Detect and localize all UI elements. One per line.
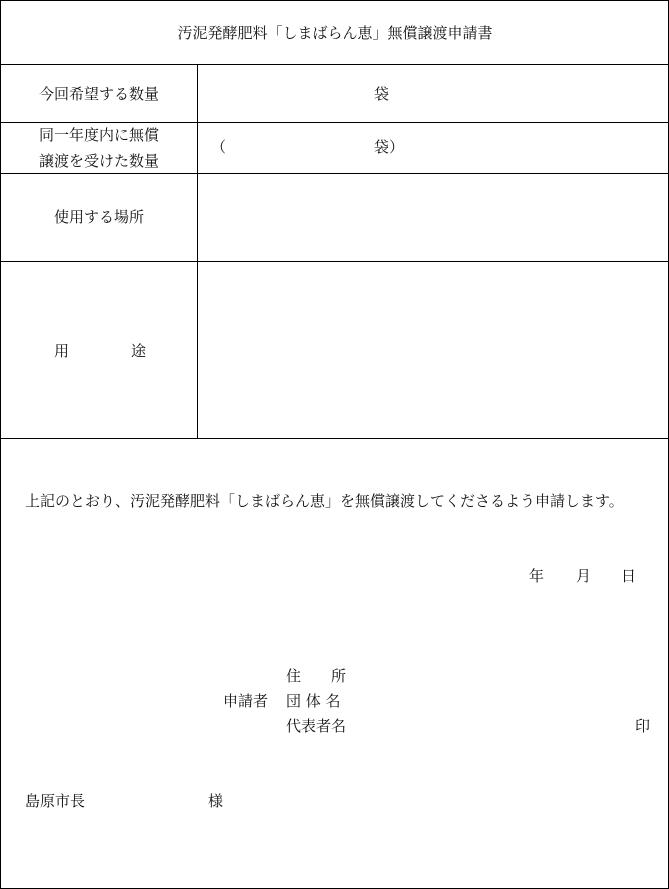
address-label: 住 所 (286, 667, 347, 685)
representative-label: 代表者名 (286, 717, 347, 735)
received-quantity-label (39, 122, 159, 174)
application-statement: 上記のとおり、汚泥発酵肥料「しまばらん恵」を無償譲渡してくださるよう申請します。 (25, 492, 624, 510)
form-title: 汚泥発酵肥料「しまばらん恵」無償譲渡申請書 (177, 24, 493, 42)
received-quantity-open-paren: （ (211, 138, 227, 156)
addressee-name: 島原市長 (25, 792, 86, 810)
location-label: 使用する場所 (53, 208, 145, 226)
requested-quantity-label: 今回希望する数量 (38, 85, 160, 103)
purpose-label-char1: 用 (54, 342, 70, 360)
received-quantity-unit: 袋） (374, 138, 405, 156)
addressee-honorific: 様 (208, 792, 224, 810)
divider (1, 261, 668, 262)
requested-quantity-unit: 袋 (374, 85, 390, 103)
date-day: 日 (621, 567, 637, 585)
column-divider (197, 64, 198, 438)
applicant-role: 申請者 (223, 692, 269, 710)
date-month: 月 (576, 567, 592, 585)
group-name-label: 団 体 名 (286, 692, 341, 710)
purpose-label-char2: 途 (131, 342, 147, 360)
received-quantity-label-line2: 譲渡を受けた数量 (38, 152, 160, 170)
divider (1, 438, 668, 439)
date-year: 年 (529, 567, 545, 585)
seal-mark: 印 (635, 717, 651, 735)
divider (1, 64, 668, 65)
received-quantity-label-line1: 同一年度内に無償 (38, 126, 160, 144)
